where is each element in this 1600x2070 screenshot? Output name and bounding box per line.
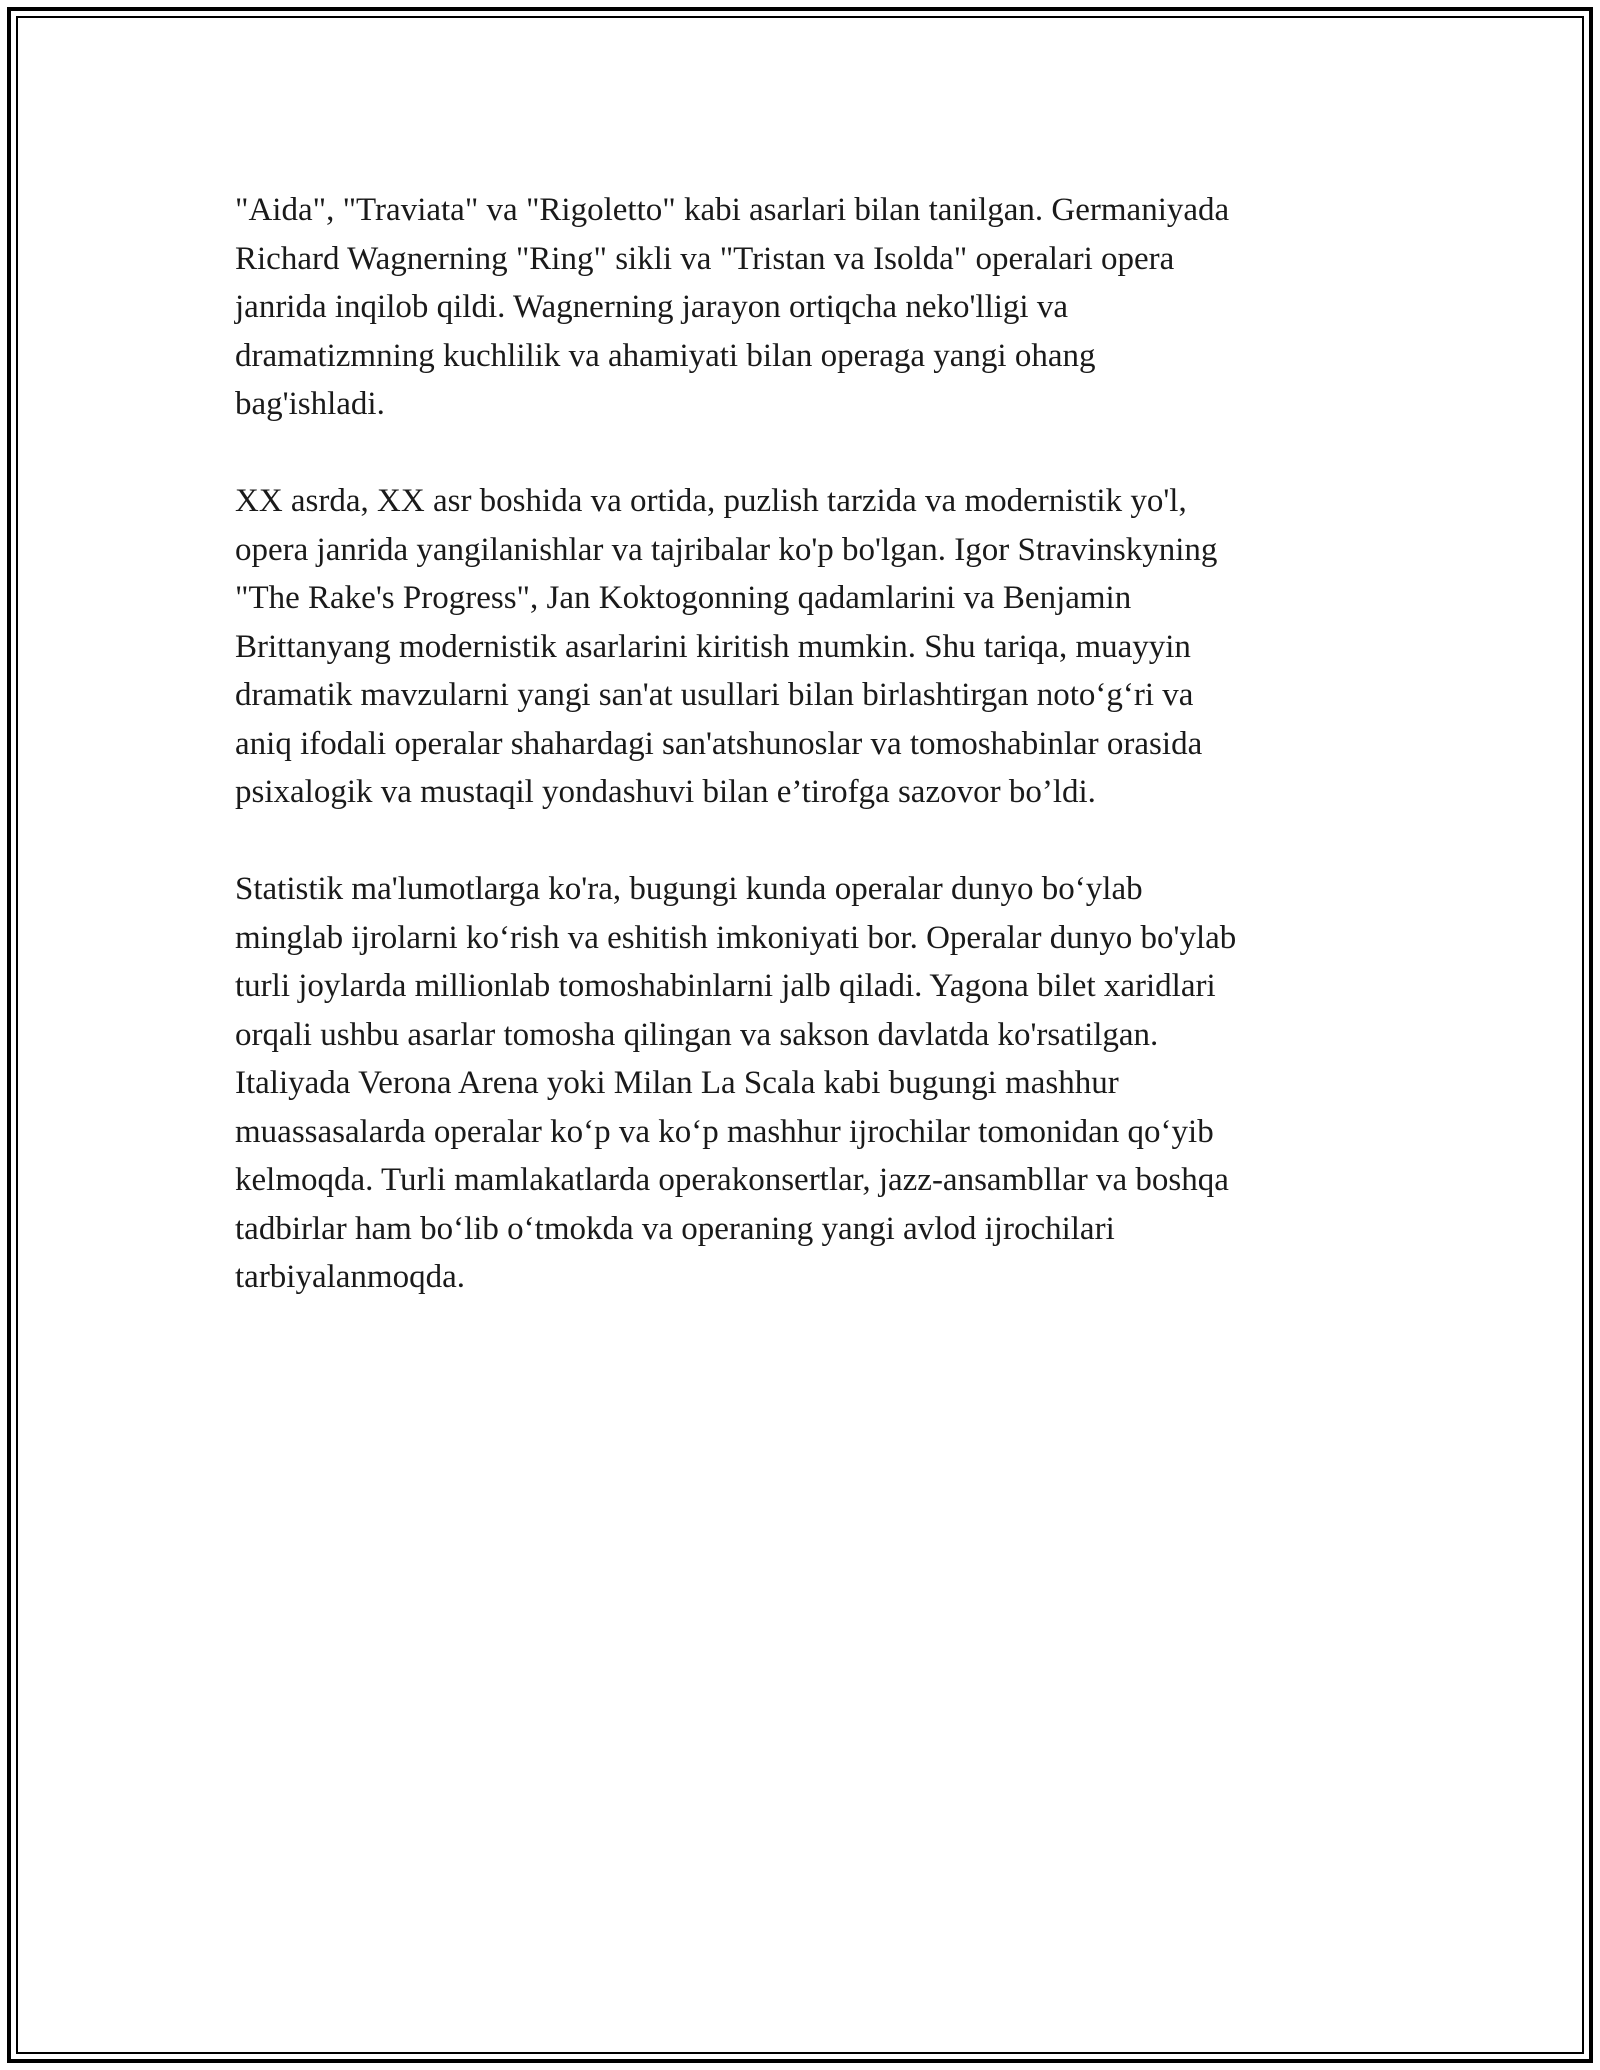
paragraph-3: Statistik ma'lumotlarga ko'ra, bugungi kunda operalar dunyo bo‘ylab minglab ijrolarni ko‘rish va eshitish imkoniyati bor. Operalar dunyo bo'ylab turli joylarda millionlab tomoshabinlarni jalb qiladi. Yagona bilet xaridlari orqali ushbu asarlar tomosha qilingan va sakson davlatda ko'rsatilgan. Italiyada Verona Arena yoki Milan La Scala kabi bugungi mashhur muassasalarda operalar ko‘p va ko‘p mashhur ijrochilar tomonidan qo‘yib kelmoqda. Turli mamlakatlarda operakonsertlar, jazz-ansambllar va boshqa tadbirlar ham bo‘lib o‘tmokda va operaning yangi avlod ijrochilari tarbiyalanmoqda. xyxy=(235,871,1237,1295)
paragraph-1: "Aida", "Traviata" va "Rigoletto" kabi asarlari bilan tanilgan. Germaniyada Richard Wagnerning "Ring" sikli va "Tristan va Isolda" operalari opera janrida inqilob qildi. Wagnerning jarayon ortiqcha neko'lligi va dramatizmning kuchlilik va ahamiyati bilan operaga yangi ohang bag'ishladi. xyxy=(235,192,1230,422)
paragraph-2: XX asrda, XX asr boshida va ortida, puzlish tarzida va modernistik yo'l, opera janrida yangilanishlar va tajribalar ko'p bo'lgan. Igor Stravinskyning "The Rake's Progress", Jan Koktogonning qadamlarini va Benjamin Brittanyang modernistik asarlarini kiritish mumkin. Shu tariqa, muayyin dramatik mavzularni yangi san'at usullari bilan birlashtirgan noto‘g‘ri va aniq ifodali operalar shahardagi san'atshunoslar va tomoshabinlar orasida psixalogik va mustaqil yondashuvi bilan e’tirofga sazovor bo’ldi. xyxy=(235,483,1218,810)
document-body xyxy=(235,186,1365,1350)
